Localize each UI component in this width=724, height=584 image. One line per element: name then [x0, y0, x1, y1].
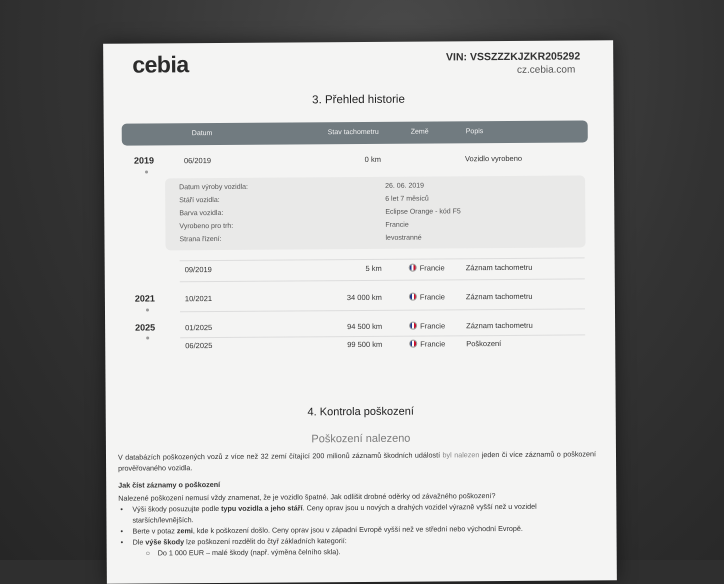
row-divider	[180, 257, 585, 261]
column-header-country: Země	[410, 128, 429, 136]
history-row	[105, 262, 615, 275]
bullet-sub-item: ○ Do 1 000 EUR – malé škody (např. výměna čelního skla).	[145, 547, 341, 558]
row-description: Poškození	[466, 339, 502, 349]
detail-value: Eclipse Orange - kód F5	[385, 208, 461, 216]
cebia-logo: cebia	[132, 51, 189, 78]
bullet-item: • Berte v potaz zemi, kde k poškození došlo. Ceny oprav jsou v západní Evropě vyšší než ve střední nebo východní Evropě.	[120, 523, 523, 536]
section-title-history: 3. Přehled historie	[312, 93, 405, 107]
history-row	[105, 320, 615, 333]
column-header-description: Popis	[465, 128, 484, 136]
history-row	[105, 291, 615, 304]
column-header-date: Datum	[191, 130, 213, 138]
damage-summary: V databázích poškozených vozů z více než 32 zemí čítající 200 milionů záznamů škodních událostí byl nalezen jeden či více záznamů o poškození prověřovaného vozidla.	[117, 449, 597, 473]
timeline-dot	[146, 336, 149, 339]
row-odometer: 5 km	[365, 263, 382, 273]
detail-value: 6 let 7 měsíců	[385, 195, 429, 203]
france-flag-icon	[409, 264, 417, 272]
detail-label: Datum výroby vozidla:	[179, 183, 249, 192]
row-odometer: 0 km	[364, 154, 381, 164]
row-country: Francie	[409, 263, 445, 272]
detail-value: Francie	[385, 221, 409, 229]
year-label: 2025	[135, 322, 156, 333]
damage-status: Poškození nalezeno	[311, 432, 411, 446]
row-date: 10/2021	[184, 294, 213, 304]
row-odometer: 94 500 km	[347, 321, 383, 332]
history-row	[104, 153, 614, 166]
howto-intro: Nalezené poškození nemusí vždy znamenat, že je vozidlo špatné. Jak odlišit drobné oděrky od závažného poškození?	[118, 491, 496, 503]
website-link: cz.cebia.com	[516, 64, 576, 76]
row-divider	[180, 308, 585, 312]
report-page	[103, 40, 617, 584]
detail-label: Stáří vozidla:	[179, 196, 220, 205]
row-odometer: 34 000 km	[346, 292, 382, 303]
france-flag-icon	[409, 340, 417, 348]
history-row	[105, 338, 615, 351]
row-description: Záznam tachometru	[465, 262, 533, 273]
row-date: 06/2019	[183, 156, 212, 166]
row-date: 06/2025	[185, 341, 213, 351]
row-country: Francie	[409, 321, 445, 330]
row-odometer: 99 500 km	[347, 339, 383, 350]
row-date: 01/2025	[185, 323, 213, 333]
timeline-dot	[146, 308, 149, 311]
row-divider	[180, 334, 585, 338]
year-label: 2021	[134, 293, 155, 304]
column-header-odometer: Stav tachometru	[327, 128, 379, 137]
detail-value: levostranné	[385, 234, 422, 242]
row-date: 09/2019	[184, 265, 212, 275]
vehicle-details-panel	[165, 175, 585, 250]
detail-label: Vyrobeno pro trh:	[179, 222, 234, 231]
row-country: Francie	[409, 292, 445, 301]
france-flag-icon	[409, 322, 417, 330]
france-flag-icon	[409, 293, 417, 301]
row-divider	[180, 278, 585, 282]
bullet-item: • Výši škody posuzujte podle typu vozidla a jeho stáří. Ceny oprav jsou u nových a drahých vozidel výrazně vyšší než u vozidel starších/levnějších.	[120, 501, 537, 525]
row-description: Záznam tachometru	[466, 320, 533, 331]
detail-value: 26. 06. 2019	[385, 182, 425, 190]
howto-heading: Jak číst záznamy o poškození	[118, 479, 221, 490]
section-title-damage: 4. Kontrola poškození	[307, 405, 414, 419]
row-description: Záznam tachometru	[465, 291, 533, 302]
timeline-dot	[145, 170, 148, 173]
row-description: Vozidlo vyrobeno	[464, 153, 523, 164]
history-table-header	[122, 120, 588, 145]
bullet-item: • Dle výše škody lze poškození rozdělit do čtyř základních kategorií:	[120, 536, 347, 547]
year-label: 2019	[133, 155, 155, 166]
detail-label: Barva vozidla:	[179, 209, 224, 218]
vin-number: VIN: VSSZZZKJZKR205292	[445, 50, 581, 64]
detail-label: Strana řízení:	[179, 235, 222, 244]
row-country: Francie	[409, 339, 445, 348]
